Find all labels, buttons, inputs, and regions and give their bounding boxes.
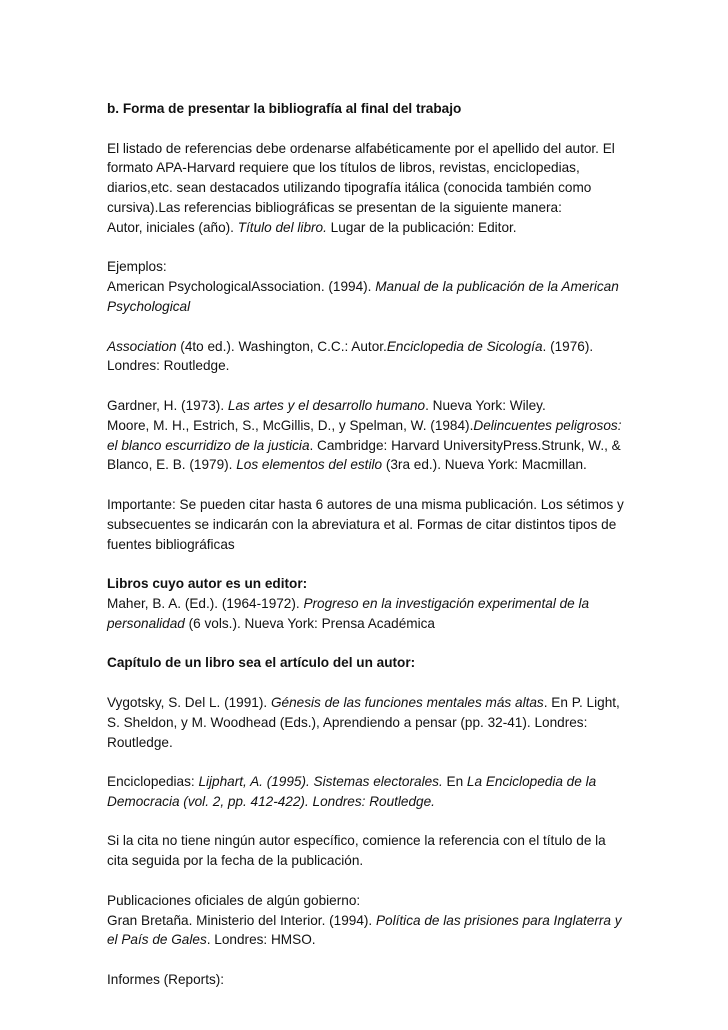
encyclopedia-label: Enciclopedias: [107,774,199,790]
format-pattern-start: Autor, iniciales (año). [107,219,238,235]
association-title: Association [107,338,177,354]
encyclopedia-sicologia-title: Enciclopedia de Sicología [386,338,543,354]
gardner-author: Gardner, H. (1973). [107,397,228,413]
encyclopedia-paragraph [107,772,628,812]
association-details: (4to ed.). Washington, C.C.: Autor. [176,338,387,354]
no-author-paragraph: Si la cita no tiene ningún autor específico, comience la referencia con el título de la cita seguida por la fecha de la publicación. [107,833,606,869]
maher-author: Maher, B. A. (Ed.). (1964-1972). [107,595,304,611]
chapter-heading: Capítulo de un libro sea el artículo del un autor: [107,655,416,671]
moore-details: . Cambridge: Harvard UniversityPress.Strunk, W., & Blanco, E. B. (1979). [107,437,621,473]
apa-ref-title: Manual de la publicación de la American Psychological [107,279,619,314]
prisons-policy-title: Política de las prisiones para Inglaterra y el País de Gales [107,912,622,948]
intro-text: El listado de referencias debe ordenarse alfabéticamente por el apellido del autor. El formato APA-Harvard requiere que los títulos de libros, revistas, enciclopedias, diarios,etc. sean destacados utilizando tipografía itálica (conocida también como cursiva).Las referencias bibliográficas se presentan de la siguiente manera: [107,140,615,215]
gran-bretana-author: Gran Bretaña. Ministerio del Interior. (1994). [107,912,376,928]
government-paragraph [107,891,628,950]
vygotsky-title: Génesis de las funciones mentales más altas [270,694,544,710]
encyclopedia-en: En [442,774,467,790]
moore-author: Moore, M. H., Estrich, S., McGillis, D., y Spelman, W. (1984). [107,417,474,433]
association-paragraph [107,337,628,377]
maher-details: (6 vols.). Nueva York: Prensa Académica [184,615,435,631]
democracy-encyclopedia-title: La Enciclopedia de la Democracia (vol. 2, pp. 412-422). Londres: Routledge. [107,774,597,809]
vygotsky-author: Vygotsky, S. Del L. (1991). [107,694,271,710]
strunk-title: Los elementos del estilo [236,457,383,473]
government-label: Publicaciones oficiales de algún gobierno: [107,892,361,908]
lijphart-ref: Lijphart, A. (1995). Sistemas electorales. [198,774,443,790]
moore-title: Delincuentes peligrosos: el blanco escurridizo de la justicia [107,417,622,453]
important-paragraph: Importante: Se pueden citar hasta 6 autores de una misma publicación. Los sétimos y subsecuentes se indicarán con la abreviatura et al. Formas de citar distintos tipos de fuentes bibliográficas [107,496,624,552]
section-title: b. Forma de presentar la bibliografía al final del trabajo [107,101,462,116]
reports-label: Informes (Reports): [107,972,225,988]
format-pattern-title: Título del libro. [237,219,327,235]
gardner-details: . Nueva York: Wiley. [425,397,546,413]
vygotsky-paragraph [107,693,628,752]
gardner-title: Las artes y el desarrollo humano [227,397,426,413]
format-pattern-end: Lugar de la publicación: Editor. [326,219,517,235]
vygotsky-details: . En P. Light, S. Sheldon, y M. Woodhead (Eds.), Aprendiendo a pensar (pp. 32-41). Londres: Routledge. [107,694,620,750]
examples-paragraph [107,257,628,316]
gardner-moore-paragraph [107,396,628,475]
apa-ref-author: American PsychologicalAssociation. (1994). [107,279,376,295]
examples-label: Ejemplos: [107,259,167,275]
editor-section [107,574,628,633]
encyclopedia-sicologia-details: . (1976). Londres: Routledge. [107,338,594,374]
intro-paragraph [107,139,628,238]
maher-title: Progreso en la investigación experimental de la personalidad [107,595,590,631]
gran-bretana-details: . Londres: HMSO. [206,932,316,948]
strunk-details: (3ra ed.). Nueva York: Macmillan. [382,457,587,473]
editor-heading: Libros cuyo autor es un editor: [107,576,308,592]
